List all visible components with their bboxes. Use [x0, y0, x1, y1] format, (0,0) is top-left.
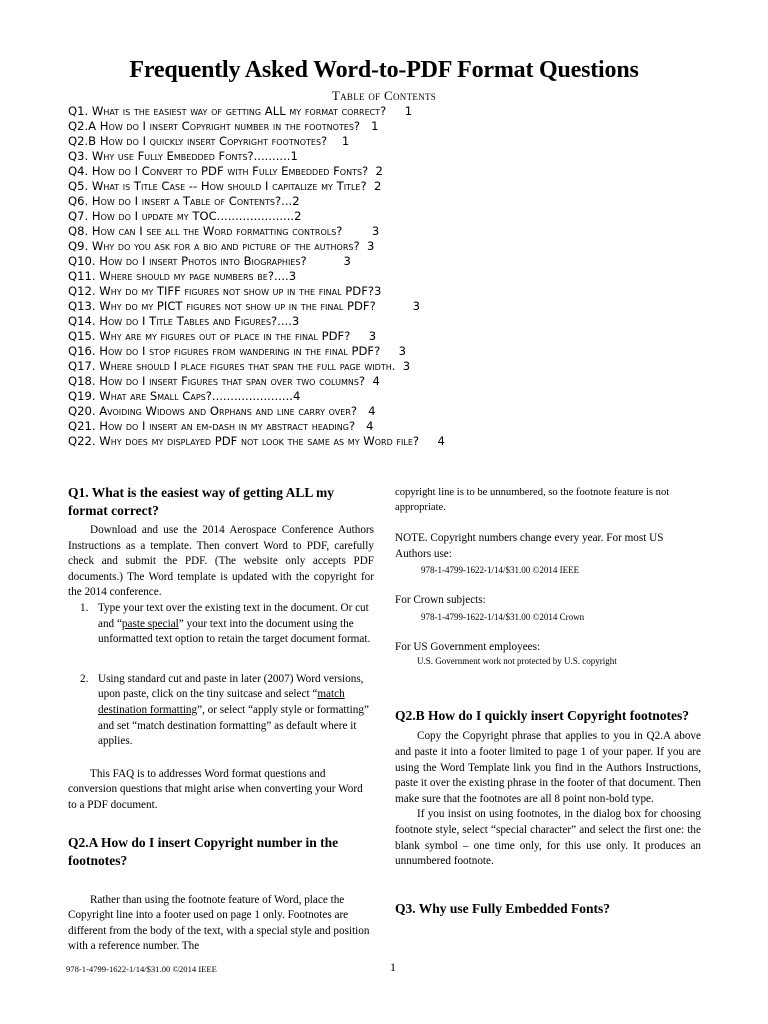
list-item: [68, 672, 374, 750]
toc-entry[interactable]: Q1. What is the easiest way of getting ALL my format correct? 1: [68, 104, 413, 118]
toc-entry[interactable]: Q5. What is Title Case -- How should I capitalize my Title? 2: [68, 179, 382, 193]
crown-copyright-code: 978-1-4799-1622-1/14/$31.00 ©2014 Crown: [421, 611, 585, 622]
q3-heading: Q3. Why use Fully Embedded Fonts?: [395, 900, 611, 916]
crown-label: For Crown subjects:: [395, 594, 486, 607]
toc-entry[interactable]: Q12. Why do my TIFF figures not show up in the final PDF?3: [68, 284, 382, 298]
faq-intro-paragraph: This FAQ is to addresses Word format questions and conversion questions that might arise when converting your Word to a PDF document.: [68, 767, 363, 811]
step-text: ” your text into the document using the unformatted text option to retain the target document format.: [98, 617, 371, 646]
q2b-heading: Q2.B How do I quickly insert Copyright footnotes?: [395, 708, 690, 724]
step-text: Type your text over the existing text in the document. Or cut and “: [98, 601, 369, 630]
toc-entry[interactable]: Q13. Why do my PICT figures not show up in the final PDF? 3: [68, 299, 420, 313]
continued-paragraph: copyright line is to be unnumbered, so the footnote feature is not appropriate.: [395, 487, 670, 513]
toc-entry[interactable]: Q11. Where should my page numbers be?....3: [68, 269, 297, 283]
toc-entry[interactable]: Q4. How do I Convert to PDF with Fully Embedded Fonts? 2: [68, 164, 383, 178]
toc-entry[interactable]: Q20. Avoiding Widows and Orphans and line carry over? 4: [68, 404, 376, 418]
toc-entry[interactable]: Q14. How do I Title Tables and Figures?....3: [68, 314, 300, 328]
toc-entry[interactable]: Q17. Where should I place figures that span the full page width. 3: [68, 359, 411, 373]
step-number: 1.: [80, 601, 89, 614]
page-number: 1: [390, 960, 396, 974]
q2a-paragraph: Rather than using the footnote feature of Word, place the Copyright line into a footer used on page 1 only. Footnotes are different from the body of the text, with a special style and position with a reference number. The: [68, 893, 370, 953]
q2b-paragraph-2: If you insist on using footnotes, in the dialog box for choosing footnote style, select “special character” and select the first one: the blank symbol – one time only, for this use only. It produces an unnumbered footnote.: [395, 808, 701, 868]
toc-entry[interactable]: Q22. Why does my displayed PDF not look the same as my Word file? 4: [68, 434, 445, 448]
toc-heading: Table of Contents: [331, 88, 437, 103]
step-text: ”, or select “apply style or formatting” and set “match destination formatting” as default where it applies.: [98, 703, 369, 748]
gov-copyright-code: U.S. Government work not protected by U.S. copyright: [417, 656, 617, 667]
toc-entry[interactable]: Q18. How do I insert Figures that span over two columns? 4: [68, 374, 380, 388]
q1-heading: Q1. What is the easiest way of getting ALL my format correct?: [68, 485, 334, 518]
list-item: [68, 601, 374, 648]
toc-entry[interactable]: Q19. What are Small Caps?......................4: [68, 389, 301, 403]
step-number: 2.: [80, 672, 89, 685]
note-paragraph: NOTE. Copyright numbers change every year. For most US Authors use:: [395, 532, 664, 560]
document-title: Frequently Asked Word-to-PDF Format Questions: [129, 57, 639, 83]
match-destination-formatting-link[interactable]: match destination formatting: [98, 688, 345, 716]
toc-entry[interactable]: Q10. How do I insert Photos into Biographies? 3: [68, 254, 351, 268]
toc-entry[interactable]: Q8. How can I see all the Word formatting controls? 3: [68, 224, 380, 238]
ieee-copyright-code: 978-1-4799-1622-1/14/$31.00 ©2014 IEEE: [421, 565, 580, 576]
toc-entry[interactable]: Q6. How do I insert a Table of Contents?...2: [68, 194, 300, 208]
footer-copyright: 978-1-4799-1622-1/14/$31.00 ©2014 IEEE: [66, 964, 217, 974]
toc-entry[interactable]: Q2.B How do I quickly insert Copyright footnotes? 1: [68, 134, 350, 148]
toc-entry[interactable]: Q7. How do I update my TOC.....................2: [68, 209, 302, 223]
table-of-contents: [68, 104, 708, 449]
toc-entry[interactable]: Q3. Why use Fully Embedded Fonts?..........1: [68, 149, 298, 163]
toc-entry[interactable]: Q2.A How do I insert Copyright number in the footnotes? 1: [68, 119, 379, 133]
left-column: [68, 484, 374, 955]
q2b-paragraph-1: Copy the Copyright phrase that applies to you in Q2.A above and paste it into a footer limited to page 1 of your paper. If you are using the Word Template link you find in the Authors Instructions, paste it over the existing phrase in the footer of that document. Then make sure that the footnotes are all 8 point non-bold type.: [395, 730, 701, 805]
paste-special-link[interactable]: paste special: [121, 617, 179, 630]
toc-entry[interactable]: Q21. How do I insert an em-dash in my abstract heading? 4: [68, 419, 374, 433]
gov-label: For US Government employees:: [395, 640, 541, 653]
toc-entry[interactable]: Q15. Why are my figures out of place in the final PDF? 3: [68, 329, 377, 343]
q1-steps-list: [68, 601, 374, 750]
right-column: [395, 485, 701, 918]
step-text: Using standard cut and paste in later (2007) Word versions, upon paste, click on the tiny suitcase and select “: [98, 672, 364, 701]
toc-entry[interactable]: Q16. How do I stop figures from wandering in the final PDF? 3: [68, 344, 407, 358]
q1-paragraph: Download and use the 2014 Aerospace Conference Authors Instructions as a template. Then convert Word to PDF, carefully check and submit the PDF. (The website only accepts PDF documents.) The Word template is updated with the copyright for the 2014 conference.: [68, 524, 374, 599]
q2a-heading: Q2.A How do I insert Copyright number in the footnotes?: [68, 834, 339, 868]
toc-entry[interactable]: Q9. Why do you ask for a bio and picture of the authors? 3: [68, 239, 375, 253]
